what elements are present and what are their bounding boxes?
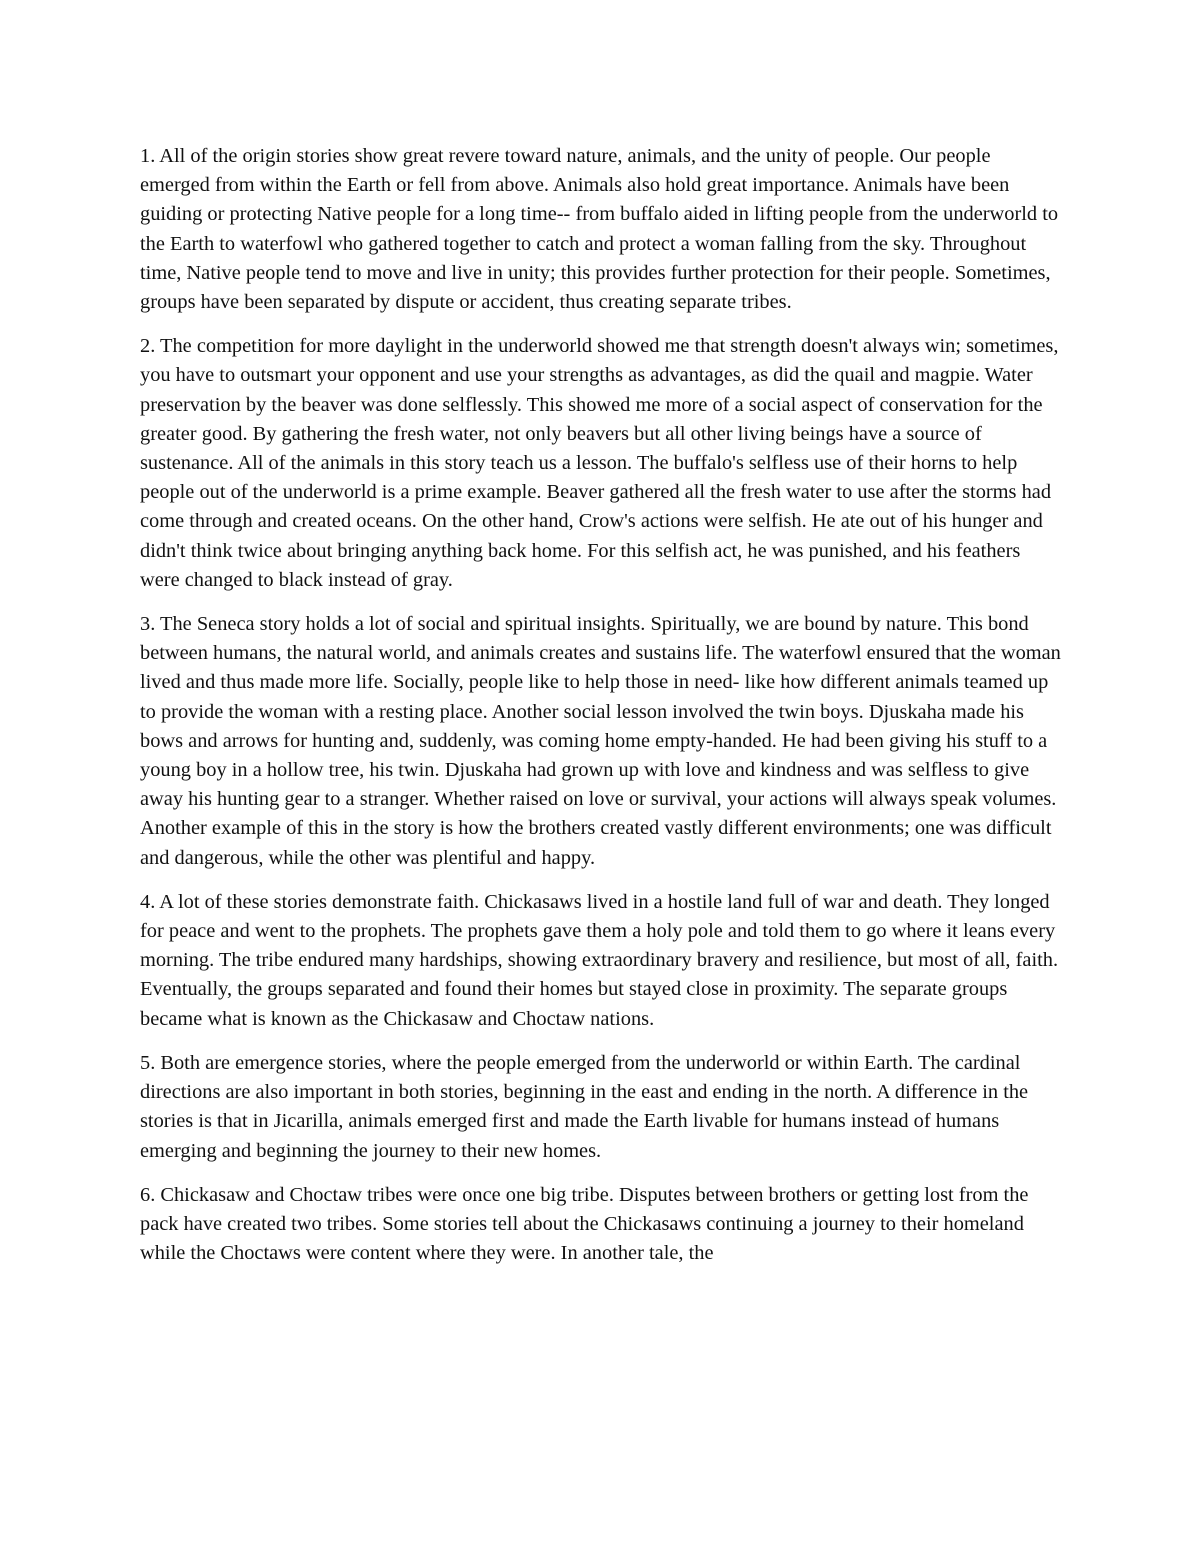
paragraph-3: 3. The Seneca story holds a lot of social and spiritual insights. Spiritually, we are bound by nature. This bond between humans, the natural world, and animals creates and sustains life. The waterfowl ensured that the woman lived and thus made more life. Socially, people like to help those in need- like how different animals teamed up to provide the woman with a resting place. Another social lesson involved the twin boys. Djuskaha made his bows and arrows for hunting and, suddenly, was coming home empty-handed. He had been giving his stuff to a young boy in a hollow tree, his twin. Djuskaha had grown up with love and kindness and was selfless to give away his hunting gear to a stranger. Whether raised on love or survival, your actions will always speak volumes. Another example of this in the story is how the brothers created vastly different environments; one was difficult and dangerous, while the other was plentiful and happy. — [140, 613, 1061, 869]
paragraph-6: 6. Chickasaw and Choctaw tribes were once one big tribe. Disputes between brothers or getting lost from the pack have created two tribes. Some stories tell about the Chickasaws continuing a journey to their homeland while the Choctaws were content where they were. In another tale, the — [140, 1183, 1029, 1265]
paragraph-4: 4. A lot of these stories demonstrate faith. Chickasaws lived in a hostile land full of war and death. They longed for peace and went to the prophets. The prophets gave them a holy pole and told them to go where it leans every morning. The tribe endured many hardships, showing extraordinary bravery and resilience, but most of all, faith. Eventually, the groups separated and found their homes but stayed close in proximity. The separate groups became what is known as the Chickasaw and Choctaw nations. — [140, 890, 1059, 1030]
paragraph-5: 5. Both are emergence stories, where the people emerged from the underworld or within Earth. The cardinal directions are also important in both stories, beginning in the east and ending in the north. A difference in the stories is that in Jicarilla, animals emerged first and made the Earth livable for humans instead of humans emerging and beginning the journey to their new homes. — [140, 1051, 1029, 1162]
paragraph-1: 1. All of the origin stories show great revere toward nature, animals, and the unity of people. Our people emerged from within the Earth or fell from above. Animals also hold great importance. Animals have been guiding or protecting Native people for a long time-- from buffalo aided in lifting people from the underworld to the Earth to waterfowl who gathered together to catch and protect a woman falling from the sky. Throughout time, Native people tend to move and live in unity; this provides further protection for their people. Sometimes, groups have been separated by dispute or accident, thus creating separate tribes. — [140, 145, 1059, 314]
paragraph-2: 2. The competition for more daylight in the underworld showed me that strength doesn't always win; sometimes, you have to outsmart your opponent and use your strengths as advantages, as did the quail and magpie. Water preservation by the beaver was done selflessly. This showed me more of a social aspect of conservation for the greater good. By gathering the fresh water, not only beavers but all other living beings have a source of sustenance. All of the animals in this story teach us a lesson. The buffalo's selfless use of their horns to help people out of the underworld is a prime example. Beaver gathered all the fresh water to use after the storms had come through and created oceans. On the other hand, Crow's actions were selfish. He ate out of his hunger and didn't think twice about bringing anything back home. For this selfish act, he was punished, and his feathers were changed to black instead of gray. — [140, 335, 1059, 591]
